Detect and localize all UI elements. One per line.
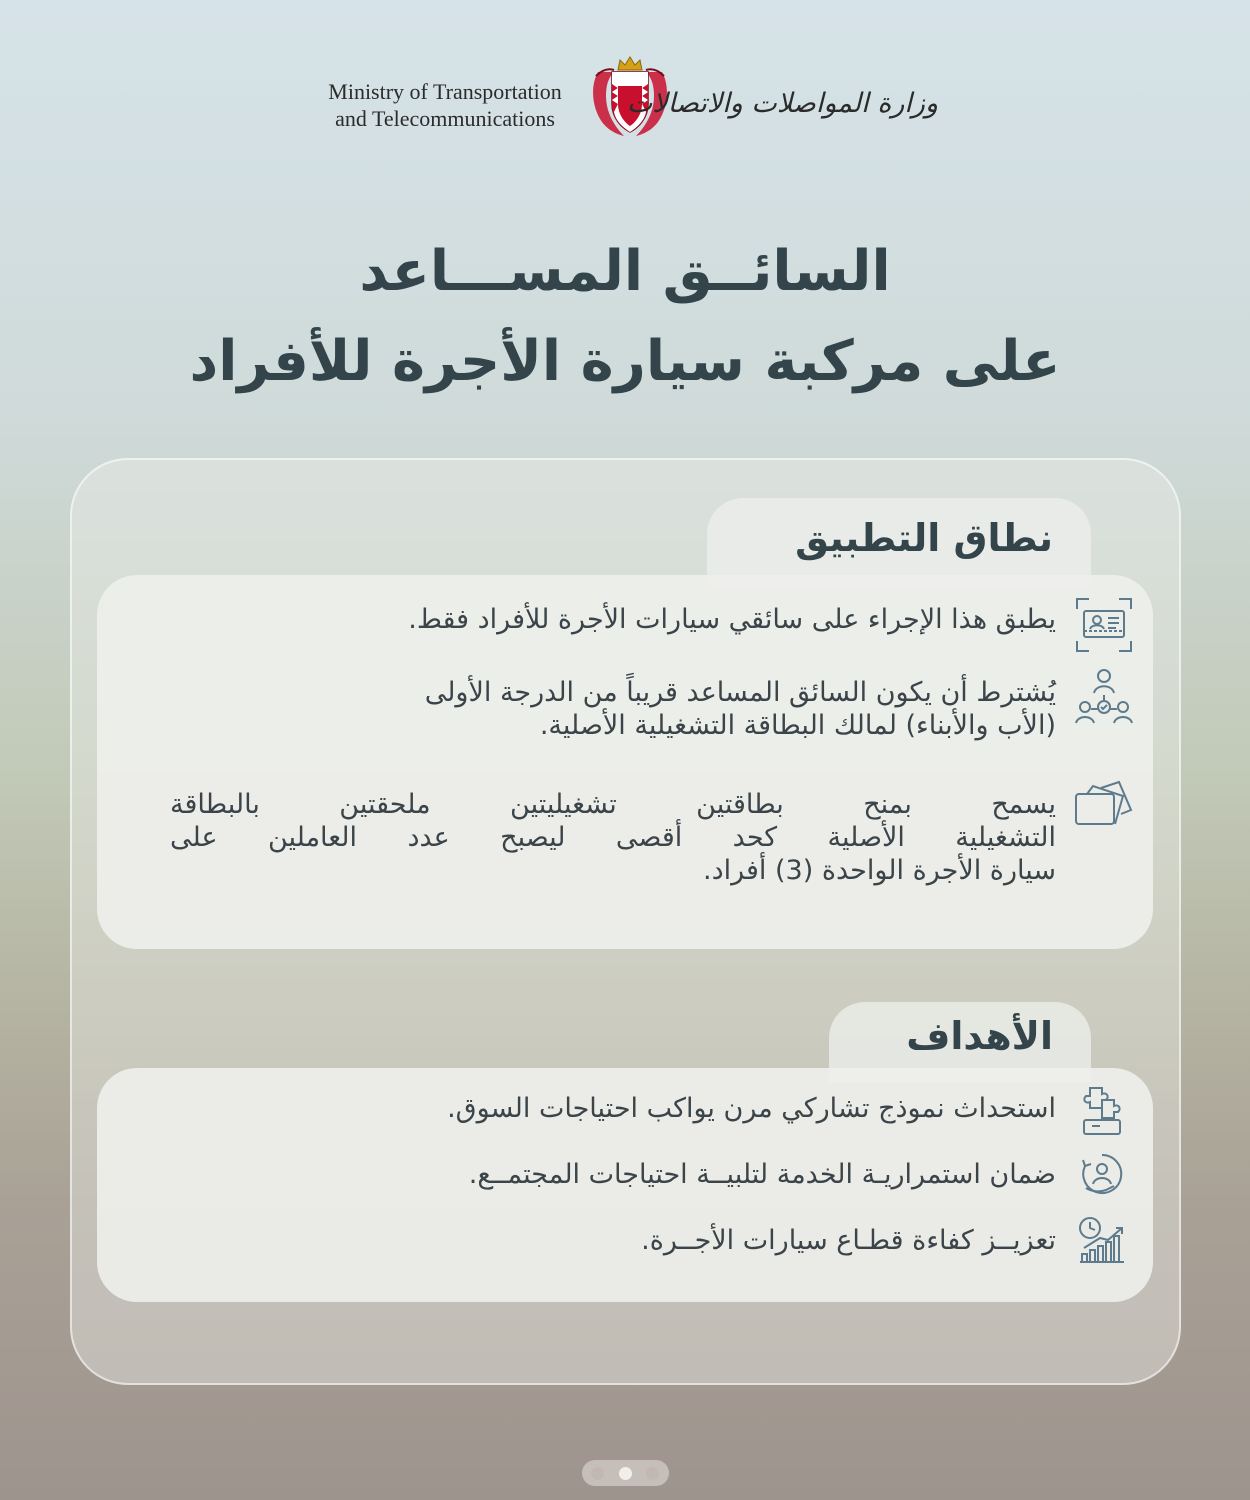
scope-item-text: يسمح بمنح بطاقتين تشغيليتين ملحقتين بالبطاقة [170, 789, 1056, 820]
puzzle-hand-icon [1080, 1084, 1124, 1136]
page-indicator[interactable] [582, 1460, 669, 1486]
goal-item-text: ضمان استمراريـة الخدمة لتلبيــة احتياجات المجتمــع. [468, 1159, 1056, 1190]
scope-item-text: يُشترط أن يكون السائق المساعد قريباً من الدرجة الأولى [424, 677, 1056, 708]
page-title-line2: على مركبة سيارة الأجرة للأفراد [189, 329, 1061, 394]
scope-item-text: التشغيلية الأصلية كحد أقصى ليصبح عدد العاملين على [170, 822, 1056, 853]
goals-heading: الأهداف [906, 1014, 1053, 1058]
goal-item [216, 1092, 1056, 1125]
scope-heading: نطاق التطبيق [795, 516, 1053, 560]
ministry-arabic-name: وزارة المواصلات والاتصالات [626, 88, 938, 119]
service-cycle-icon [1080, 1152, 1124, 1198]
ministry-english-name [306, 78, 584, 132]
scope-item [170, 788, 1056, 887]
goal-item-text: استحداث نموذج تشاركي مرن يواكب احتياجات السوق. [447, 1093, 1056, 1124]
family-relation-icon [1073, 667, 1135, 729]
scope-item [216, 603, 1056, 636]
page-dot[interactable] [646, 1467, 659, 1480]
scope-item [216, 676, 1056, 742]
ministry-english-line2: and Telecommunications [335, 106, 555, 131]
page-title-line1: السائــق المســـاعد [359, 239, 891, 304]
growth-chart-clock-icon [1076, 1216, 1126, 1264]
goal-item [216, 1158, 1056, 1191]
scope-item-text: (الأب والأبناء) لمالك البطاقة التشغيلية الأصلية. [539, 710, 1056, 741]
scope-item-text: سيارة الأجرة الواحدة (3) أفراد. [702, 855, 1056, 886]
goal-item-text: تعزيــز كفاءة قطـاع سيارات الأجــرة. [641, 1225, 1056, 1256]
page-dot-active[interactable] [619, 1467, 632, 1480]
id-card-scan-icon [1075, 597, 1133, 653]
scope-item-text: يطبق هذا الإجراء على سائقي سيارات الأجرة للأفراد فقط. [408, 604, 1056, 635]
page-dot[interactable] [591, 1467, 604, 1480]
ministry-english-line1: Ministry of Transportation [328, 79, 562, 104]
cards-stack-icon [1073, 780, 1135, 830]
goal-item [216, 1224, 1056, 1257]
